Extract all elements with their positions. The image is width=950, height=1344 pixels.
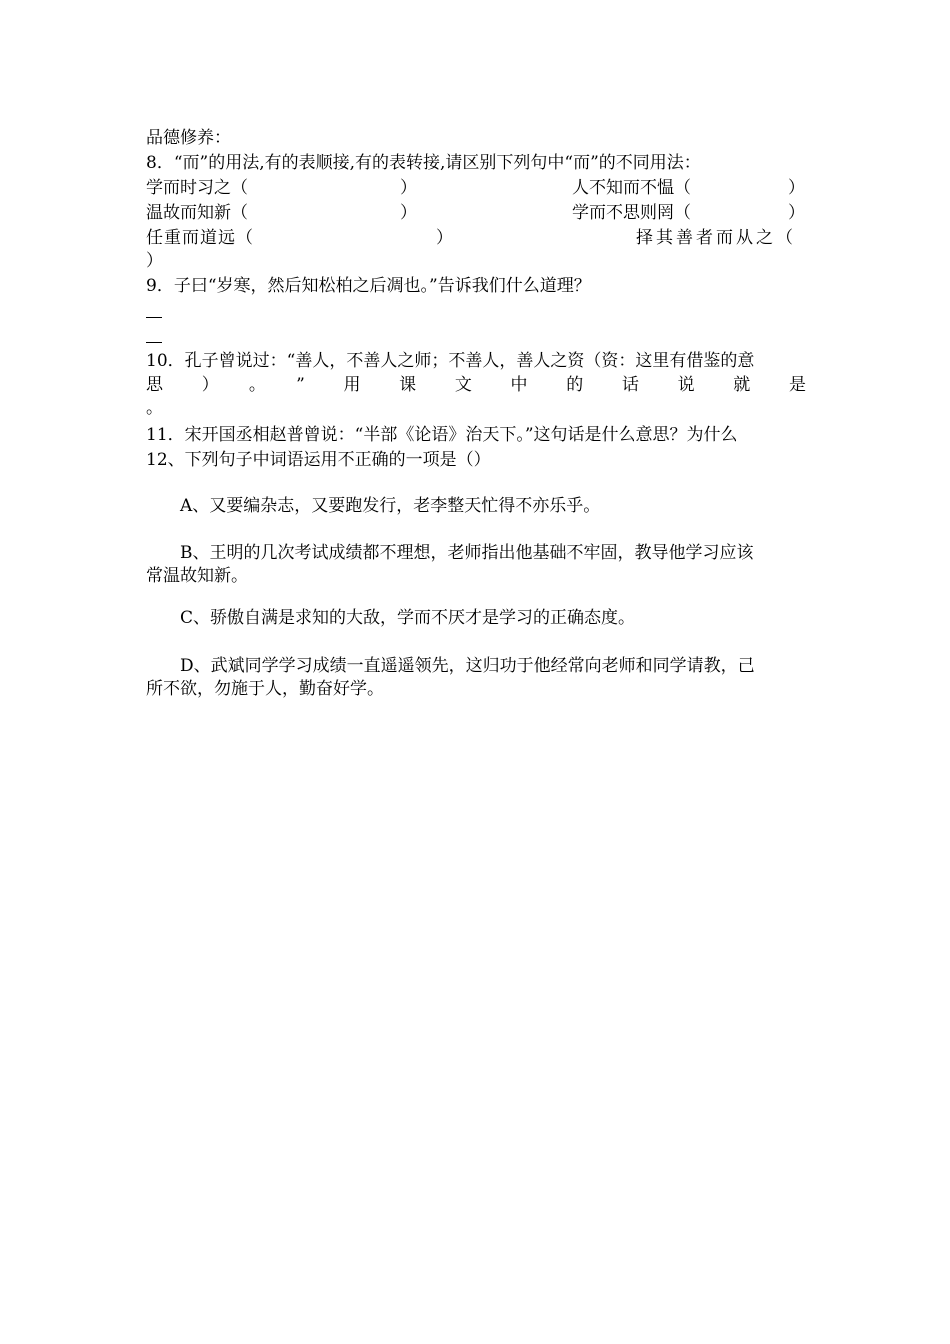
q8-item-e-close: ） xyxy=(436,228,453,248)
q8-item-d: 学而不思则罔（ xyxy=(572,203,691,223)
q8-item-c-close: ） xyxy=(400,203,417,223)
question-10-line-1: 10．孔子曾说过：“善人，不善人之师；不善人，善人之资（资：这里有借鉴的意 xyxy=(146,351,755,371)
q8-item-d-close: ） xyxy=(788,203,805,223)
q8-item-e: 任重而道远（ xyxy=(146,228,254,248)
question-12: 12、下列句子中词语运用不正确的一项是（） xyxy=(146,450,491,470)
question-10-line-2: 思）。”用课文中的话说就是 xyxy=(146,375,806,395)
q8-item-b: 人不知而不愠（ xyxy=(572,178,691,198)
question-9: 9．子曰“岁寒，然后知松柏之后凋也。”告诉我们什么道理？ xyxy=(146,276,591,296)
option-b-line-2: 常温故知新。 xyxy=(146,566,248,586)
q8-item-f-end: ） xyxy=(146,251,163,271)
q8-item-a: 学而时习之（ xyxy=(146,178,248,198)
q8-item-c: 温故而知新（ xyxy=(146,203,248,223)
option-d-line-2: 所不欲，勿施于人，勤奋好学。 xyxy=(146,679,384,699)
option-b-line-1: B、王明的几次考试成绩都不理想，老师指出他基础不牢固，教导他学习应该 xyxy=(180,543,754,563)
option-d-line-1: D、武斌同学学习成绩一直遥遥领先，这归功于他经常向老师和同学请教，己 xyxy=(180,656,755,676)
q8-item-a-close: ） xyxy=(400,178,417,198)
question-10-line-3: 。 xyxy=(146,398,163,418)
question-8: 8．“而”的用法,有的表顺接,有的表转接,请区别下列句中“而”的不同用法： xyxy=(146,153,701,173)
answer-blank-line xyxy=(146,317,162,318)
q8-item-b-close: ） xyxy=(788,178,805,198)
answer-blank-line xyxy=(146,342,162,343)
option-c: C、骄傲自满是求知的大敌，学而不厌才是学习的正确态度。 xyxy=(180,608,636,628)
section-heading: 品德修养： xyxy=(146,128,231,148)
q8-item-f: 择其善者而从之（ xyxy=(636,228,796,248)
question-11: 11．宋开国丞相赵普曾说：“半部《论语》治天下。”这句话是什么意思？为什么 xyxy=(146,425,738,445)
option-a: A、又要编杂志，又要跑发行，老李整天忙得不亦乐乎。 xyxy=(180,496,601,516)
